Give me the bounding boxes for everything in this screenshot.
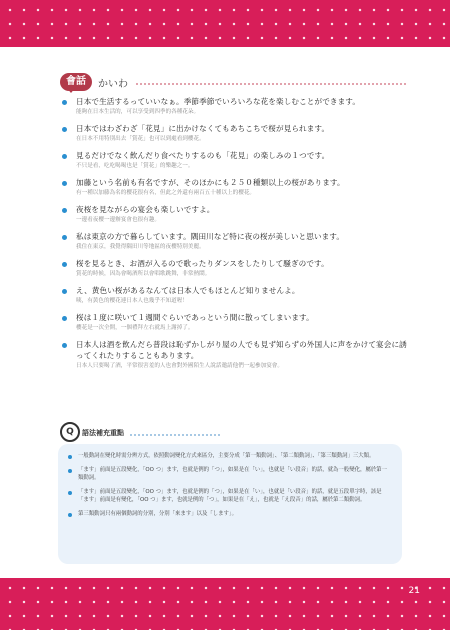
sentence-item: [62, 339, 412, 370]
bullet-icon: [62, 343, 67, 348]
conversation-header: [60, 71, 410, 95]
dotted-divider: [130, 434, 220, 436]
sentence-item: [62, 150, 412, 170]
note-text: 一般動詞在變化時需分辨方式，依照動詞變化方式來區分，主要分成「第一類動詞」、「第二類動詞」、「第三類動詞」三大類。: [78, 453, 375, 459]
sentence-translation: 日本人只要喝了酒，平常很害羞的人也會對外國陌生人說話邀請他們一起參加宴會。: [76, 363, 283, 369]
sentence-japanese: 加藤という名前も有名ですが、そのほかにも２５０種類以上の桜があります。: [76, 178, 345, 187]
bullet-icon: [62, 208, 67, 213]
note-item: [68, 510, 392, 518]
note-text: 「ます」前面是五段變化，「OO つ」ます，也就是例的「つ」，如果是在「い」，也就是「い段音」的話，就為一般變化，屬於第一類動詞。: [78, 467, 387, 481]
sentence-japanese: え、黄色い桜があるなんては日本人でもほとんど知りませんよ。: [76, 286, 300, 295]
sentence-japanese: 日本で生活するっていいなぁ。季節季節でいろいろな花を楽しむことができます。: [76, 97, 361, 106]
sentence-translation: 在日本不用特別出去「賞花」也可以到處看到櫻花。: [76, 136, 205, 142]
note-item: [68, 488, 392, 504]
sentence-item: [62, 312, 412, 332]
grammar-note-title: 語法補充重點: [82, 429, 124, 437]
sentence-translation: 能夠在日本生活的，可以享受到四季的各種花朵。: [76, 109, 200, 115]
note-item: [68, 452, 392, 460]
sentence-item: [62, 123, 412, 143]
bullet-icon: [68, 455, 72, 459]
q-badge-icon: Q: [60, 422, 80, 442]
bullet-icon: [68, 513, 72, 517]
bullet-icon: [68, 491, 72, 495]
sentence-japanese: 日本人は酒を飲んだら普段は恥ずかしがり屋の人でも見ず知らずの外国人に声をかけて宴会に誘ってくれたりすることもあります。: [76, 340, 407, 360]
grammar-note-box: [58, 444, 402, 564]
bullet-icon: [62, 127, 67, 132]
sentence-item: [62, 231, 412, 251]
note-text: 第三類動詞只有兩個動詞的分別，分別「來ます」以及「します」。: [78, 511, 238, 517]
sentence-item: [62, 285, 412, 305]
bullet-icon: [62, 181, 67, 186]
sentence-japanese: 桜は１度に咲いて１週間ぐらいであっという間に散ってしまいます。: [76, 313, 314, 322]
top-banner: [0, 0, 450, 47]
sentence-list: [62, 96, 412, 377]
page-number: 21: [408, 586, 420, 596]
sentence-translation: 一邊看夜櫻一邊辦宴會也很有趣。: [76, 217, 160, 223]
sentence-japanese: 夜桜を見ながらの宴会も楽しいですよ。: [76, 205, 215, 214]
sentence-japanese: 桜を見るとき、お酒が入るので歌ったりダンスをしたりして騒ぎのです。: [76, 259, 329, 268]
bullet-icon: [62, 154, 67, 159]
sentence-japanese: 見るだけでなく飲んだり食べたりするのも「花見」の楽しみの１つです。: [76, 151, 330, 160]
dotted-divider: [136, 83, 406, 85]
bullet-icon: [62, 235, 67, 240]
sentence-item: [62, 177, 412, 197]
sentence-item: [62, 204, 412, 224]
bullet-icon: [68, 469, 72, 473]
sentence-japanese: 日本ではわざわざ「花見」に出かけなくてもあちこちで桜が見られます。: [76, 124, 330, 133]
bullet-icon: [62, 262, 67, 267]
sentence-translation: 我住在東京，我覺得隅田川等地區的夜櫻特別美麗。: [76, 244, 205, 250]
sentence-item: [62, 96, 412, 116]
sentence-item: [62, 258, 412, 278]
note-text: 「ます」前面是五段變化，「OO つ」ます，也就是例的「つ」，如果是在「い」，也就是「い段音」的話，就是五段單字時，該是「ます」前面是有變化，「OO つ」ます，也就是例的「つ」，如果是在「え」，也就是「え段音」的話，屬於第二類動詞。: [78, 489, 382, 503]
sentence-translation: 櫻花是一次全開，一個禮拜左右就馬上謝掉了。: [76, 325, 194, 331]
sentence-translation: 有一種以加藤為名的櫻花很有名，但此之外還有兩百五十種以上的櫻花。: [76, 190, 256, 196]
grammar-note-header: [60, 422, 380, 442]
bottom-banner: [0, 578, 450, 630]
badge-tail-shape: [66, 87, 76, 93]
bullet-icon: [62, 316, 67, 321]
sentence-translation: 咦，有黃色的櫻花連日本人也幾乎不知道喔！: [76, 298, 188, 304]
sentence-translation: 不只是看，吃吃喝喝也是「賞花」的樂趣之一。: [76, 163, 194, 169]
sentence-translation: 賞花的時候，因為會喝酒所以會唱歌跳舞，非常熱鬧。: [76, 271, 211, 277]
sentence-japanese: 私は東京の方で暮らしています。隅田川など特に夜の桜が美しいと思います。: [76, 232, 345, 241]
conversation-kana: かいわ: [98, 79, 128, 90]
bullet-icon: [62, 100, 67, 105]
conversation-badge: 會話: [60, 73, 92, 91]
note-item: [68, 466, 392, 482]
bullet-icon: [62, 289, 67, 294]
